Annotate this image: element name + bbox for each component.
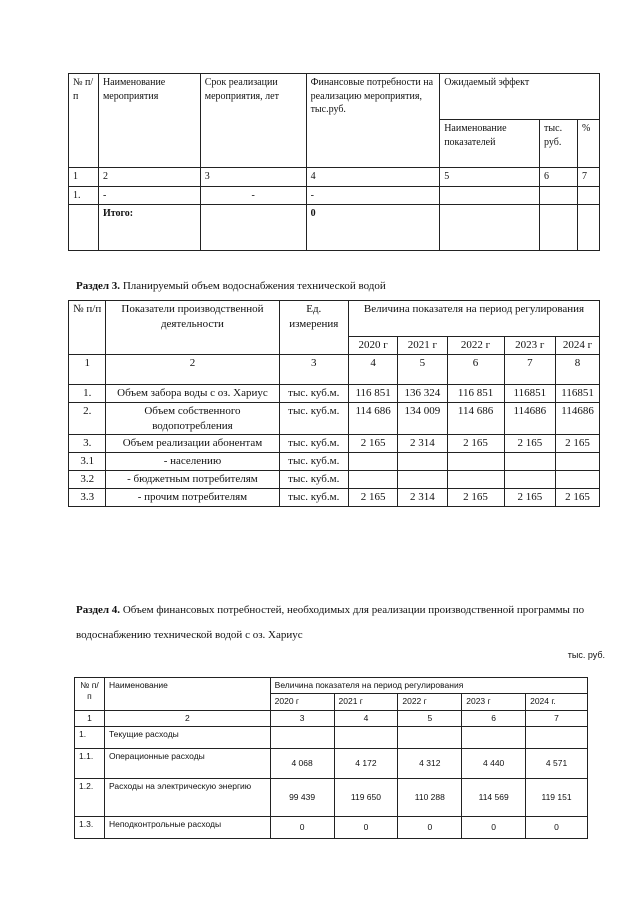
- row-value: [447, 453, 504, 471]
- row-value: [504, 453, 556, 471]
- row-unit: тыс. куб.м.: [279, 435, 349, 453]
- index-cell: 3: [270, 710, 334, 726]
- table-row: [69, 402, 600, 435]
- index-cell: 7: [526, 710, 588, 726]
- index-cell: 5: [398, 710, 462, 726]
- header-period: Величина показателя на период регулирования: [270, 678, 587, 694]
- row-value: 119 650: [334, 779, 398, 817]
- row-no: 1.: [69, 384, 106, 402]
- year-cell: 2021 г: [334, 694, 398, 710]
- row-unit: тыс. куб.м.: [279, 402, 349, 435]
- row-value: [334, 727, 398, 749]
- header-no: № п/п: [75, 678, 105, 711]
- table-row: [75, 779, 588, 817]
- header-name: Наименование мероприятия: [98, 74, 200, 168]
- index-cell: 3: [200, 168, 306, 187]
- row-name: - бюджетным потребителям: [106, 471, 279, 489]
- table-row: [69, 384, 600, 402]
- unit-note: тыс. руб.: [567, 650, 605, 660]
- header-indicator-name: Наименование показателей: [440, 120, 540, 168]
- row-value: 2 165: [349, 435, 398, 453]
- year-cell: 2022 г: [398, 694, 462, 710]
- header-effect: Ожидаемый эффект: [440, 74, 600, 120]
- table-row: [75, 817, 588, 839]
- row-value: 99 439: [270, 779, 334, 817]
- row-value: 136 324: [398, 384, 447, 402]
- row-value: 2 165: [447, 435, 504, 453]
- year-cell: 2024 г.: [526, 694, 588, 710]
- table-row: [69, 488, 600, 506]
- header-finance: Финансовые потребности на реализацию мероприятия, тыс.руб.: [306, 74, 440, 168]
- row-value: 4 571: [526, 749, 588, 779]
- row-value: [398, 471, 447, 489]
- year-cell: 2021 г: [398, 337, 447, 355]
- row-value: 2 314: [398, 435, 447, 453]
- row-value: [349, 471, 398, 489]
- row-value: 114 686: [447, 402, 504, 435]
- row-value: [504, 471, 556, 489]
- total-label: Итого:: [98, 205, 200, 251]
- index-cell: 7: [577, 168, 599, 187]
- row-name: Неподконтрольные расходы: [104, 817, 270, 839]
- table-row: [75, 749, 588, 779]
- year-cell: 2023 г: [462, 694, 526, 710]
- row-value: [398, 727, 462, 749]
- row-no: 3.: [69, 435, 106, 453]
- row-value: 0: [462, 817, 526, 839]
- index-cell: 2: [104, 710, 270, 726]
- row-value: 2 165: [504, 488, 556, 506]
- row-value: 2 165: [504, 435, 556, 453]
- row-value: 116 851: [447, 384, 504, 402]
- row-no: 1.1.: [75, 749, 105, 779]
- row-name: Текущие расходы: [104, 727, 270, 749]
- header-percent: %: [577, 120, 599, 168]
- row-value: 116 851: [349, 384, 398, 402]
- index-cell: 4: [334, 710, 398, 726]
- row-name: Объем забора воды с оз. Хариус: [106, 384, 279, 402]
- index-cell: 2: [106, 354, 279, 384]
- header-unit: тыс. руб.: [540, 120, 578, 168]
- total-value: 0: [306, 205, 440, 251]
- row-value: [526, 727, 588, 749]
- row-value: [398, 453, 447, 471]
- measures-table: [68, 73, 600, 251]
- row-value: [349, 453, 398, 471]
- header-no: № п/п: [69, 74, 99, 168]
- row-value: [447, 471, 504, 489]
- year-cell: 2022 г: [447, 337, 504, 355]
- row-finance: -: [306, 186, 440, 205]
- row-no: 1.: [69, 186, 99, 205]
- row-no: 1.3.: [75, 817, 105, 839]
- row-value: 110 288: [398, 779, 462, 817]
- row-value: 2 314: [398, 488, 447, 506]
- header-name: Наименование: [104, 678, 270, 711]
- table-row: [69, 435, 600, 453]
- table-row: [75, 727, 588, 749]
- row-value: [270, 727, 334, 749]
- row-unit: тыс. куб.м.: [279, 453, 349, 471]
- row-value: 2 165: [349, 488, 398, 506]
- section3-title: Раздел 3. Планируемый объем водоснабжения технической водой: [76, 280, 386, 292]
- row-value: 114 569: [462, 779, 526, 817]
- index-cell: 4: [306, 168, 440, 187]
- row-name: Операционные расходы: [104, 749, 270, 779]
- row-value: 2 165: [556, 435, 600, 453]
- row-no: 3.2: [69, 471, 106, 489]
- row-value: 4 068: [270, 749, 334, 779]
- header-indicator: Показатели производственной деятельности: [106, 301, 279, 355]
- row-name: - населению: [106, 453, 279, 471]
- row-value: 0: [334, 817, 398, 839]
- row-no: 1.: [75, 727, 105, 749]
- row-name: -: [98, 186, 200, 205]
- row-value: 116851: [504, 384, 556, 402]
- index-cell: 3: [279, 354, 349, 384]
- row-value: [556, 471, 600, 489]
- row-unit: тыс. куб.м.: [279, 471, 349, 489]
- row-value: [462, 727, 526, 749]
- index-cell: 5: [440, 168, 540, 187]
- section4-title: Раздел 4. Объем финансовых потребностей, необходимых для реализации производственной программы по водоснабжению технической водой с оз. Хариус: [76, 604, 585, 641]
- row-value: 119 151: [526, 779, 588, 817]
- index-cell: 5: [398, 354, 447, 384]
- row-value: 0: [270, 817, 334, 839]
- table-row: [69, 471, 600, 489]
- index-cell: 7: [504, 354, 556, 384]
- row-value: 2 165: [556, 488, 600, 506]
- year-cell: 2020 г: [270, 694, 334, 710]
- row-value: [556, 453, 600, 471]
- index-cell: 1: [75, 710, 105, 726]
- row-unit: тыс. куб.м.: [279, 488, 349, 506]
- table-row: [69, 186, 600, 205]
- row-value: 114686: [556, 402, 600, 435]
- row-name: Объем реализации абонентам: [106, 435, 279, 453]
- row-value: 0: [526, 817, 588, 839]
- finance-table: [74, 677, 588, 839]
- total-row: [69, 205, 600, 251]
- row-value: 4 312: [398, 749, 462, 779]
- row-name: - прочим потребителям: [106, 488, 279, 506]
- row-value: 134 009: [398, 402, 447, 435]
- row-value: 116851: [556, 384, 600, 402]
- index-cell: 2: [98, 168, 200, 187]
- row-value: 114686: [504, 402, 556, 435]
- header-no: № п/п: [69, 301, 106, 355]
- index-cell: 4: [349, 354, 398, 384]
- index-cell: 6: [447, 354, 504, 384]
- row-no: 3.1: [69, 453, 106, 471]
- row-unit: тыс. куб.м.: [279, 384, 349, 402]
- row-term: -: [200, 186, 306, 205]
- header-term: Срок реализации мероприятия, лет: [200, 74, 306, 168]
- index-cell: 1: [69, 168, 99, 187]
- row-no: 1.2.: [75, 779, 105, 817]
- row-no: 3.3: [69, 488, 106, 506]
- index-cell: 8: [556, 354, 600, 384]
- row-value: 114 686: [349, 402, 398, 435]
- row-value: 4 440: [462, 749, 526, 779]
- row-name: Расходы на электрическую энергию: [104, 779, 270, 817]
- row-name: Объем собственного водопотребления: [106, 402, 279, 435]
- index-cell: 1: [69, 354, 106, 384]
- header-period: Величина показателя на период регулирования: [349, 301, 600, 337]
- header-unit: Ед. измерения: [279, 301, 349, 355]
- index-cell: 6: [462, 710, 526, 726]
- row-value: 4 172: [334, 749, 398, 779]
- table-row: [69, 453, 600, 471]
- row-value: 2 165: [447, 488, 504, 506]
- index-cell: 6: [540, 168, 578, 187]
- water-volume-table: [68, 300, 600, 507]
- row-value: 0: [398, 817, 462, 839]
- year-cell: 2023 г: [504, 337, 556, 355]
- year-cell: 2020 г: [349, 337, 398, 355]
- year-cell: 2024 г: [556, 337, 600, 355]
- row-no: 2.: [69, 402, 106, 435]
